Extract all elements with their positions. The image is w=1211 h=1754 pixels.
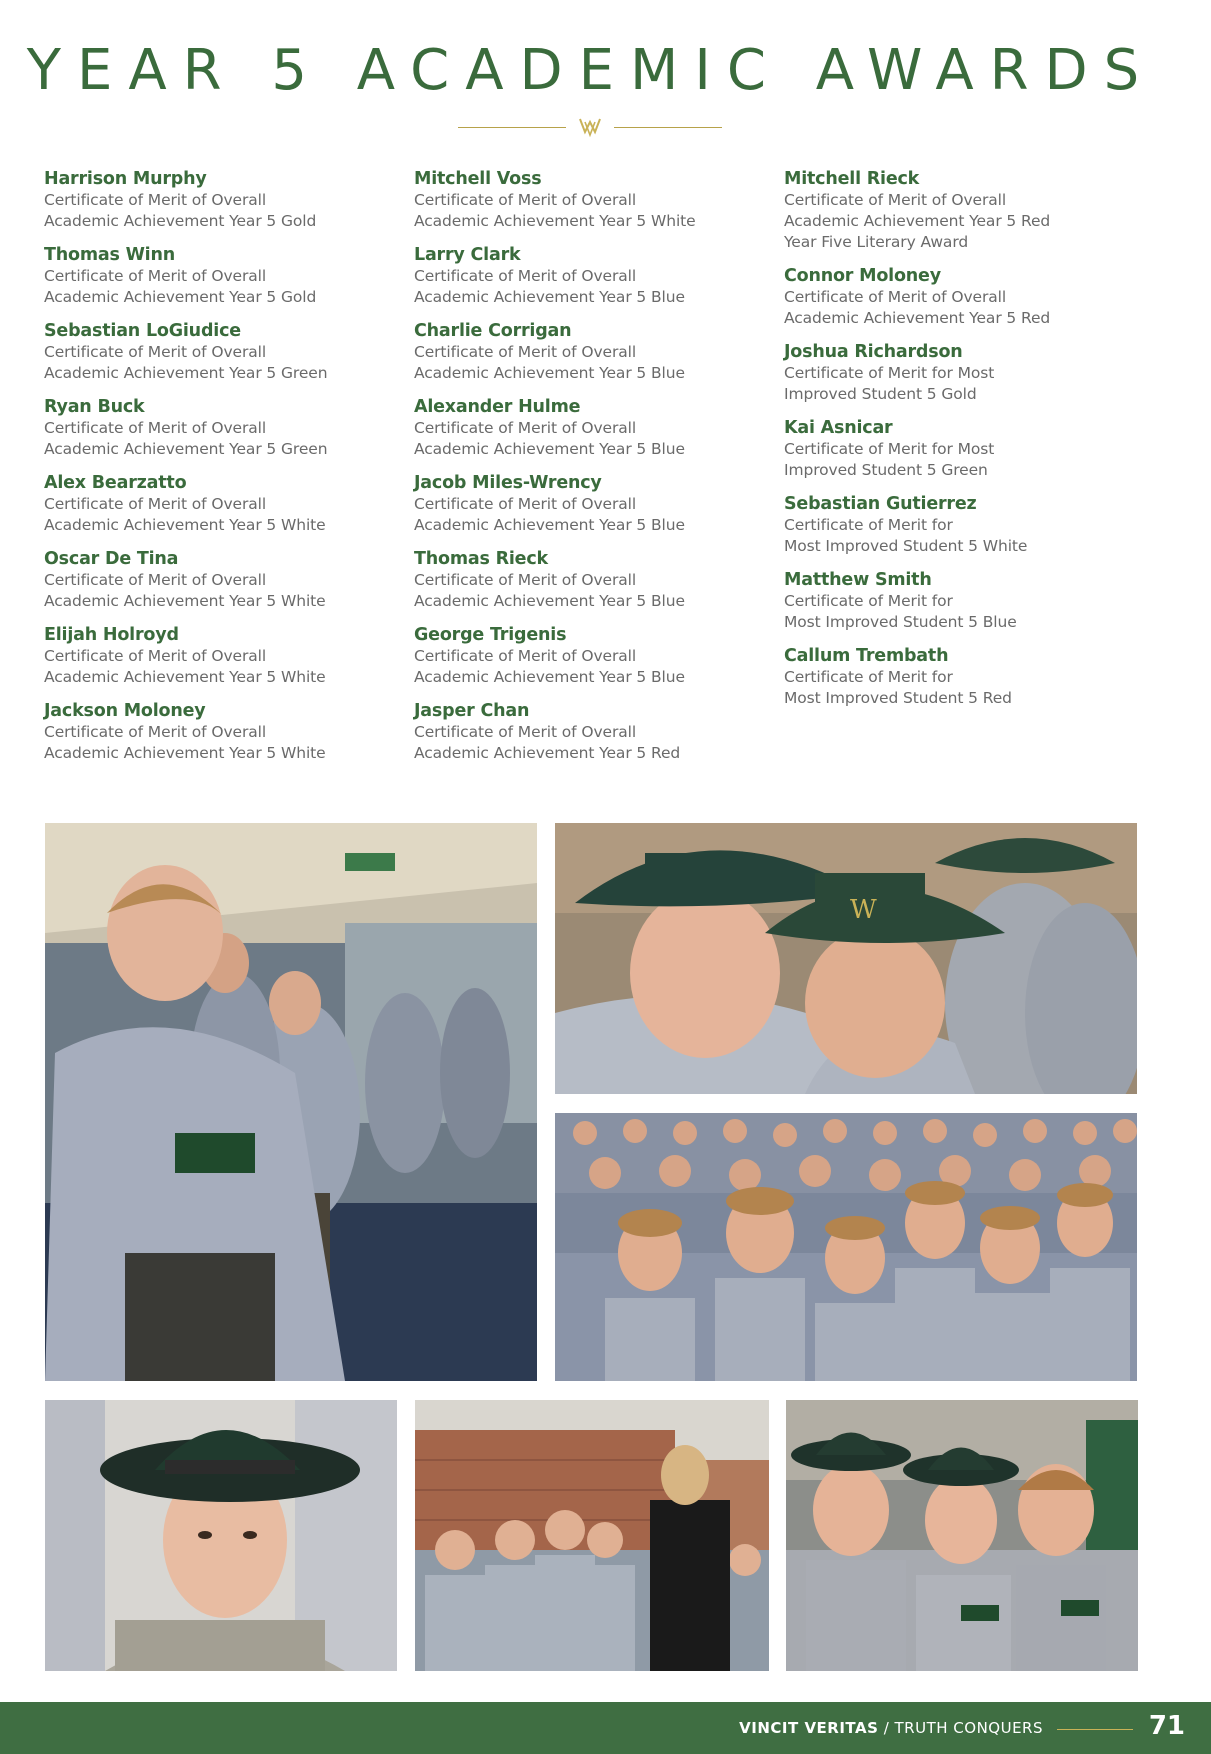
awards-column-2 xyxy=(414,168,774,776)
award-description: Certificate of Merit of Overall xyxy=(414,723,637,741)
award-description: Certificate of Merit for xyxy=(784,592,953,610)
title-divider xyxy=(458,116,722,138)
photo-thumbs-up-trio xyxy=(786,1400,1138,1671)
award-description: Certificate of Merit of Overall xyxy=(414,647,637,665)
award-description: Most Improved Student 5 Red xyxy=(784,689,1012,707)
page-title: YEAR 5 ACADEMIC AWARDS xyxy=(26,38,1156,103)
award-description: Academic Achievement Year 5 White xyxy=(44,516,326,534)
award-recipient-name: Kai Asnicar xyxy=(784,418,893,438)
footer-rule xyxy=(1057,1729,1133,1730)
award-recipient-name: Connor Moloney xyxy=(784,266,941,286)
award-description: Most Improved Student 5 Blue xyxy=(784,613,1017,631)
award-entry xyxy=(784,341,1144,405)
award-recipient-name: Alexander Hulme xyxy=(414,397,581,417)
award-description: Academic Achievement Year 5 White xyxy=(414,212,696,230)
award-description: Certificate of Merit of Overall xyxy=(784,191,1007,209)
footer-motto xyxy=(739,1719,1043,1737)
motto-latin: VINCIT VERITAS xyxy=(739,1719,879,1737)
photo-students-with-teacher xyxy=(415,1400,769,1671)
crest-icon xyxy=(578,116,602,138)
photo-boy-portrait-hat xyxy=(45,1400,397,1671)
award-description: Academic Achievement Year 5 Green xyxy=(44,440,328,458)
award-entry xyxy=(44,244,404,308)
award-description: Academic Achievement Year 5 Gold xyxy=(44,212,317,230)
award-description: Academic Achievement Year 5 Green xyxy=(44,364,328,382)
award-description: Academic Achievement Year 5 Gold xyxy=(44,288,317,306)
award-description: Certificate of Merit of Overall xyxy=(414,495,637,513)
award-recipient-name: Callum Trembath xyxy=(784,646,949,666)
award-description: Academic Achievement Year 5 Blue xyxy=(414,668,685,686)
award-description: Certificate of Merit for xyxy=(784,668,953,686)
award-description: Certificate of Merit for Most xyxy=(784,364,995,382)
award-recipient-name: Jacob Miles-Wrency xyxy=(414,473,602,493)
award-description: Certificate of Merit of Overall xyxy=(44,571,267,589)
award-recipient-name: Jackson Moloney xyxy=(44,701,206,721)
award-recipient-name: Oscar De Tina xyxy=(44,549,179,569)
award-entry xyxy=(44,396,404,460)
award-entry xyxy=(784,493,1144,557)
award-entry xyxy=(414,548,774,612)
award-description: Academic Achievement Year 5 Red xyxy=(784,212,1051,230)
award-recipient-name: Jasper Chan xyxy=(414,701,530,721)
award-entry xyxy=(44,548,404,612)
award-entry xyxy=(414,244,774,308)
award-description: Academic Achievement Year 5 White xyxy=(44,744,326,762)
award-recipient-name: Harrison Murphy xyxy=(44,169,207,189)
award-description: Certificate of Merit of Overall xyxy=(414,267,637,285)
award-entry xyxy=(414,320,774,384)
award-description: Academic Achievement Year 5 Red xyxy=(784,309,1051,327)
photo-two-boys-hats xyxy=(555,823,1137,1094)
award-recipient-name: Charlie Corrigan xyxy=(414,321,572,341)
award-description: Certificate of Merit of Overall xyxy=(784,288,1007,306)
award-description: Academic Achievement Year 5 Blue xyxy=(414,288,685,306)
award-description: Academic Achievement Year 5 Blue xyxy=(414,592,685,610)
award-entry xyxy=(414,168,774,232)
award-description: Certificate of Merit for Most xyxy=(784,440,995,458)
motto-english: / TRUTH CONQUERS xyxy=(878,1719,1043,1737)
award-recipient-name: Sebastian LoGiudice xyxy=(44,321,241,341)
award-entry xyxy=(414,396,774,460)
award-recipient-name: Ryan Buck xyxy=(44,397,145,417)
award-description: Certificate of Merit of Overall xyxy=(44,495,267,513)
award-description: Certificate of Merit of Overall xyxy=(44,419,267,437)
award-entry xyxy=(784,645,1144,709)
award-description: Certificate of Merit for xyxy=(784,516,953,534)
award-entry xyxy=(414,472,774,536)
award-entry xyxy=(44,168,404,232)
page-number: 71 xyxy=(1148,1711,1185,1741)
award-recipient-name: Joshua Richardson xyxy=(784,342,963,362)
award-description: Certificate of Merit of Overall xyxy=(414,571,637,589)
awards-column-3 xyxy=(784,168,1144,721)
award-entry xyxy=(414,624,774,688)
award-recipient-name: Thomas Winn xyxy=(44,245,175,265)
award-description: Most Improved Student 5 White xyxy=(784,537,1028,555)
award-recipient-name: Mitchell Rieck xyxy=(784,169,920,189)
award-entry xyxy=(44,472,404,536)
award-recipient-name: Sebastian Gutierrez xyxy=(784,494,977,514)
award-entry xyxy=(44,320,404,384)
award-description: Certificate of Merit of Overall xyxy=(44,343,267,361)
divider-line-right xyxy=(614,127,722,128)
award-entry xyxy=(784,569,1144,633)
divider-line-left xyxy=(458,127,566,128)
awards-column-1 xyxy=(44,168,404,776)
photo-seated-crowd xyxy=(555,1113,1137,1381)
award-entry xyxy=(414,700,774,764)
award-description: Academic Achievement Year 5 Red xyxy=(414,744,681,762)
award-description: Certificate of Merit of Overall xyxy=(44,191,267,209)
award-description: Certificate of Merit of Overall xyxy=(414,191,637,209)
award-description: Improved Student 5 Green xyxy=(784,461,988,479)
award-description: Academic Achievement Year 5 Blue xyxy=(414,516,685,534)
award-description: Academic Achievement Year 5 Blue xyxy=(414,364,685,382)
photo-students-walking xyxy=(45,823,537,1381)
award-recipient-name: Larry Clark xyxy=(414,245,521,265)
award-description: Improved Student 5 Gold xyxy=(784,385,977,403)
award-description: Certificate of Merit of Overall xyxy=(414,419,637,437)
award-recipient-name: Matthew Smith xyxy=(784,570,932,590)
award-description: Certificate of Merit of Overall xyxy=(44,647,267,665)
award-entry xyxy=(784,417,1144,481)
award-recipient-name: Mitchell Voss xyxy=(414,169,542,189)
award-recipient-name: Alex Bearzatto xyxy=(44,473,187,493)
award-entry xyxy=(44,700,404,764)
award-description: Academic Achievement Year 5 White xyxy=(44,668,326,686)
award-recipient-name: George Trigenis xyxy=(414,625,567,645)
award-entry xyxy=(784,265,1144,329)
award-recipient-name: Elijah Holroyd xyxy=(44,625,179,645)
award-recipient-name: Thomas Rieck xyxy=(414,549,548,569)
award-entry xyxy=(44,624,404,688)
award-entry xyxy=(784,168,1144,253)
page-footer xyxy=(0,1702,1211,1754)
award-description: Certificate of Merit of Overall xyxy=(44,267,267,285)
award-description: Academic Achievement Year 5 Blue xyxy=(414,440,685,458)
award-description: Certificate of Merit of Overall xyxy=(44,723,267,741)
award-description: Year Five Literary Award xyxy=(784,233,969,251)
award-description: Academic Achievement Year 5 White xyxy=(44,592,326,610)
svg-text:W: W xyxy=(850,895,877,925)
award-description: Certificate of Merit of Overall xyxy=(414,343,637,361)
